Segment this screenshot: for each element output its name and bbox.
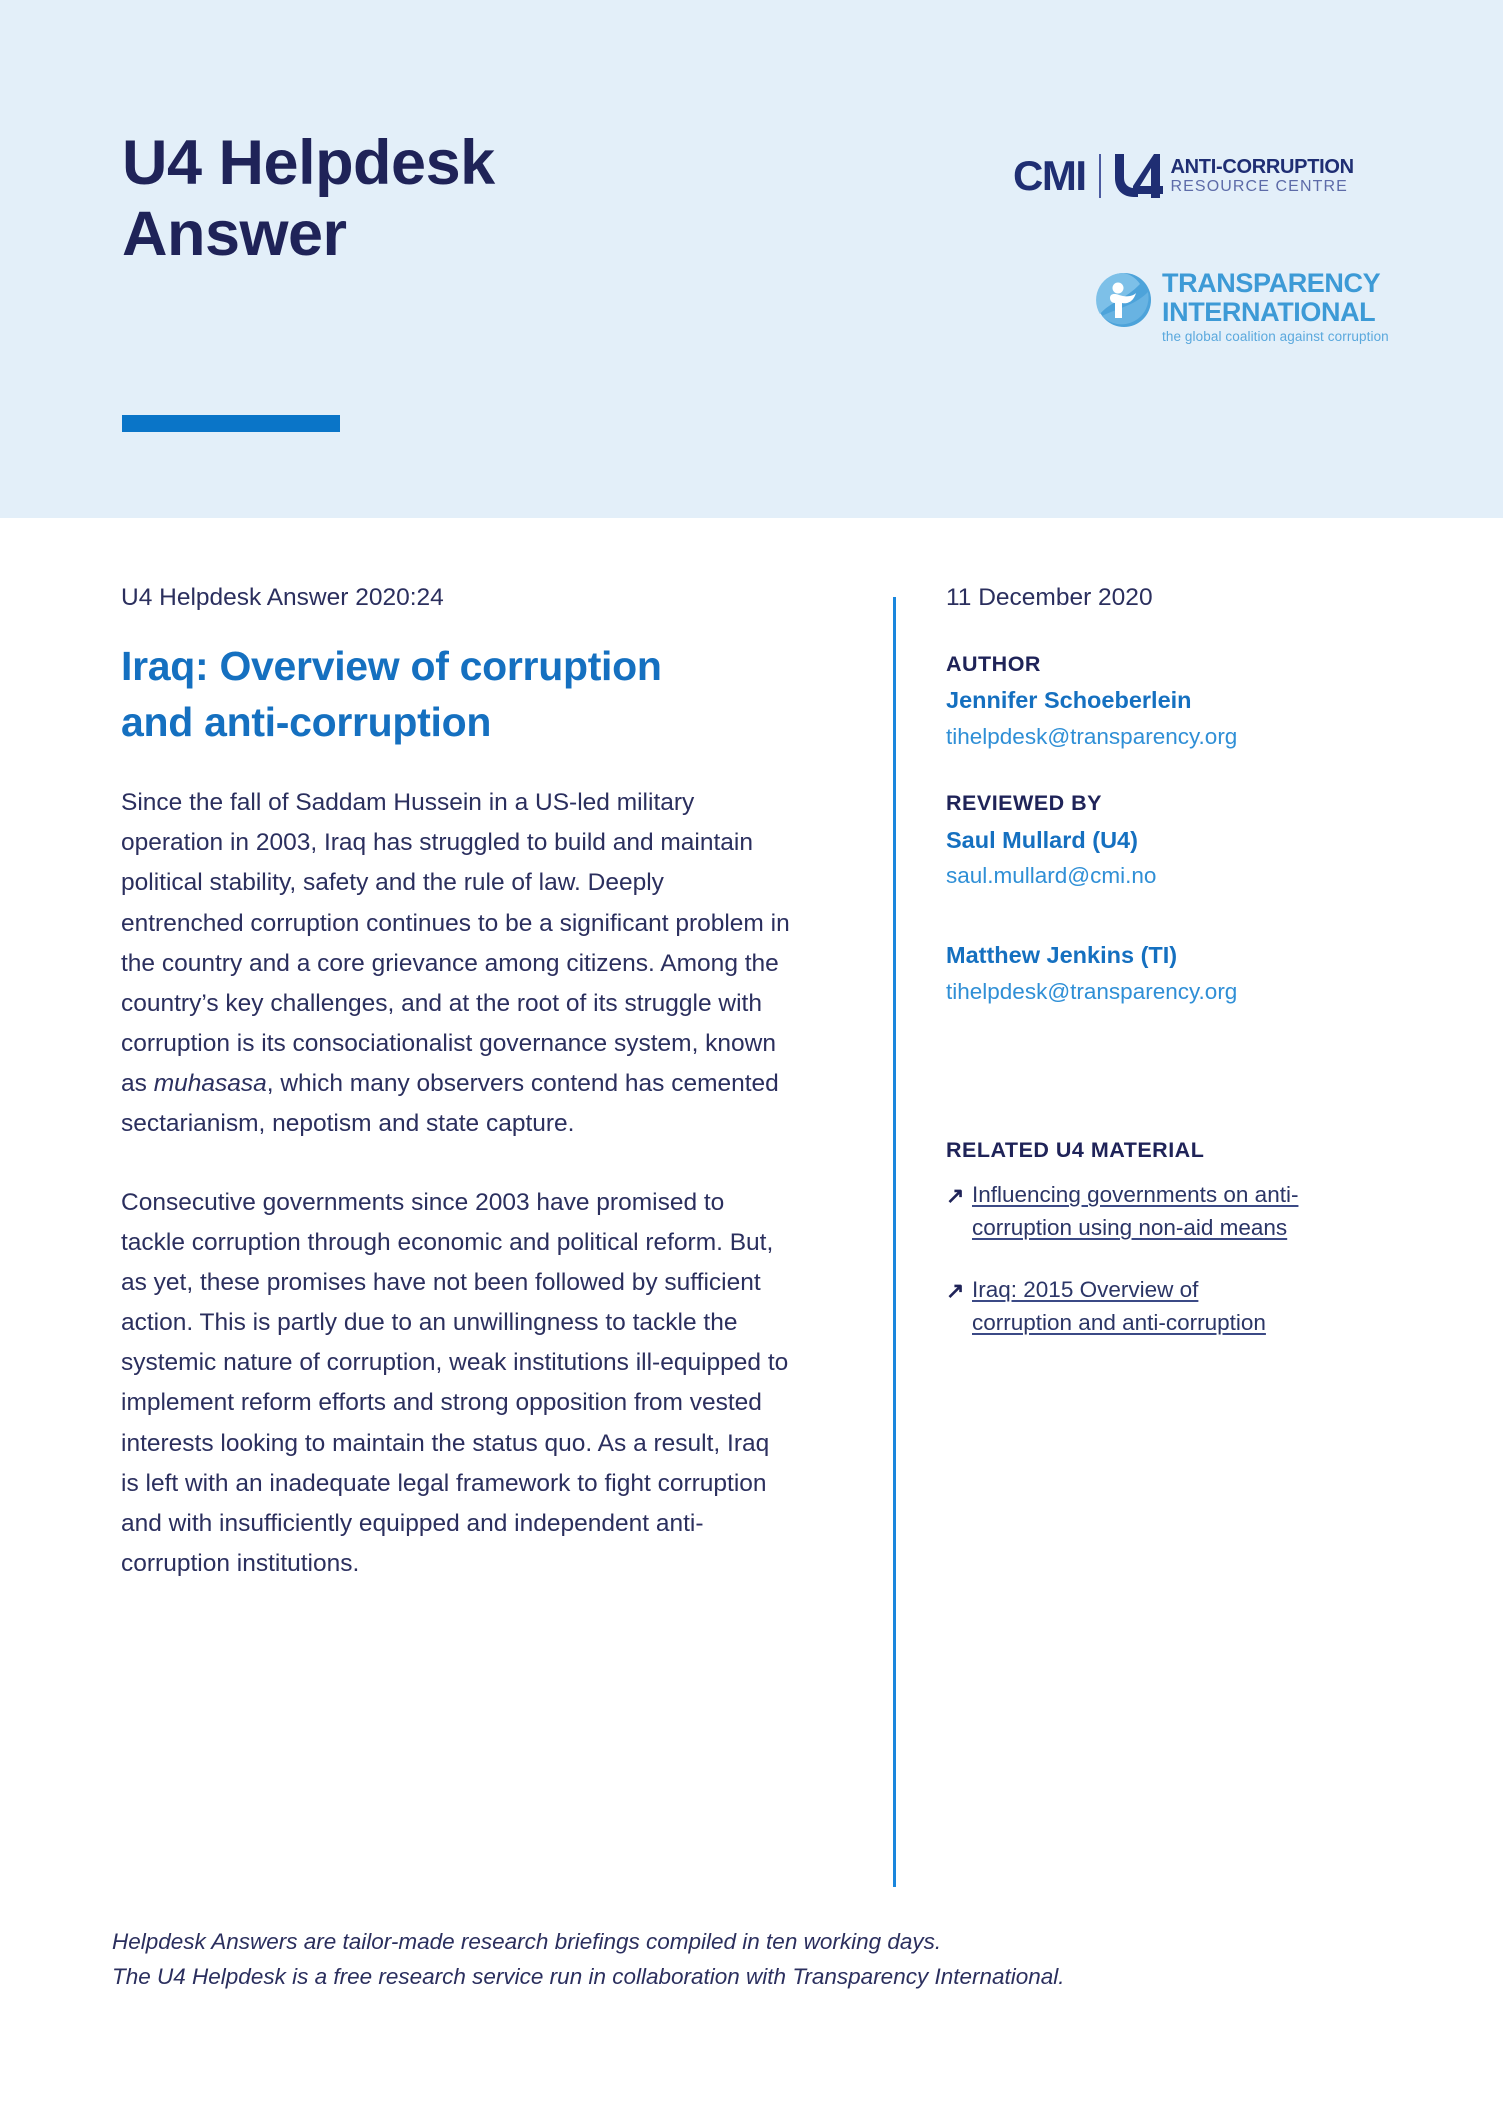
masthead-line-2: Answer	[122, 199, 347, 270]
paragraph-1-text-b: , which many observers contend has cemented sectarianism, nepotism and state capture.	[121, 1070, 779, 1138]
paragraph-1-text-a: Since the fall of Saddam Hussein in a US-led military operation in 2003, Iraq has struggled to build and maintain political stability, safety and the rule of law. Deeply entrenched corruption continues to be a significant problem in the country and a core grievance among citizens. Among the country’s key challenges, and at the root of its struggle with corruption is its consociationalist governance system, known as	[121, 789, 790, 1098]
abstract-paragraph-2: Consecutive governments since 2003 have promised to tackle corruption through economic and political reform. But, as yet, these promises have not been followed by sufficient action. This is partly due to an unwillingness to tackle the systemic nature of corruption, weak institutions ill-equipped to implement reform efforts and strong opposition from vested interests looking to maintain the status quo. As a result, Iraq is left with an inadequate legal framework to fight corruption and with insufficiently equipped and independent anti-corruption institutions.	[121, 1188, 789, 1578]
header-band	[0, 0, 1503, 518]
ti-line-2: INTERNATIONAL	[1162, 297, 1376, 327]
logo-divider-rule	[1099, 154, 1101, 198]
page-title: Iraq: Overview of corruption and anti-corruption	[121, 642, 662, 746]
author-block	[946, 649, 1366, 754]
column-divider	[893, 597, 896, 1887]
cmi-u4-logo	[1013, 152, 1354, 200]
reviewer-email-1[interactable]: saul.mullard@cmi.no	[946, 863, 1157, 889]
reviewed-by-block	[946, 788, 1366, 1008]
document-reference: U4 Helpdesk Answer 2020:24	[121, 584, 444, 611]
abstract-paragraph-1	[121, 783, 791, 1145]
main-content-column	[121, 582, 801, 1584]
author-email[interactable]: tihelpdesk@transparency.org	[946, 723, 1238, 749]
masthead-title	[122, 128, 742, 270]
related-link-1[interactable]: Influencing governments on anti-corruption using non-aid means	[972, 1182, 1299, 1240]
reviewer-name-1: Saul Mullard (U4)	[946, 826, 1138, 853]
external-link-arrow-icon: ↗	[946, 1278, 965, 1304]
publication-date: 11 December 2020	[946, 584, 1153, 611]
list-item[interactable]	[946, 1274, 1366, 1339]
cmi-wordmark: CMI	[1013, 152, 1086, 199]
reviewer-name-2: Matthew Jenkins (TI)	[946, 941, 1178, 968]
list-item[interactable]	[946, 1179, 1366, 1244]
footer-note	[112, 1925, 1312, 1995]
related-material-list	[946, 1179, 1366, 1339]
footer-line-2: The U4 Helpdesk is a free research service run in collaboration with Transparency International.	[112, 1963, 1065, 1989]
external-link-arrow-icon: ↗	[946, 1183, 965, 1209]
reviewer-entry-2	[946, 938, 1366, 1008]
u4-anti-corruption-label: ANTI-CORRUPTION	[1170, 156, 1354, 178]
paragraph-1-italic-term: muhasasa	[153, 1070, 267, 1098]
metadata-sidebar	[946, 582, 1366, 1369]
masthead-line-1: U4 Helpdesk	[122, 128, 495, 198]
author-label: AUTHOR	[946, 651, 1041, 676]
transparency-international-logo	[1096, 268, 1389, 344]
related-material-label: RELATED U4 MATERIAL	[946, 1138, 1205, 1163]
reviewer-email-2[interactable]: tihelpdesk@transparency.org	[946, 978, 1238, 1004]
related-link-2[interactable]: Iraq: 2015 Overview of corruption and anti-corruption	[972, 1277, 1266, 1335]
u4-logo-text	[1171, 157, 1354, 195]
author-name: Jennifer Schoeberlein	[946, 687, 1192, 714]
accent-bar-divider	[122, 415, 340, 432]
ti-line-1: TRANSPARENCY	[1162, 268, 1381, 298]
related-material-block	[946, 1138, 1366, 1339]
u4-resource-centre-label: RESOURCE CENTRE	[1170, 178, 1348, 195]
ti-tagline: the global coalition against corruption	[1162, 329, 1389, 344]
footer-line-1: Helpdesk Answers are tailor-made research briefings compiled in ten working days.	[112, 1929, 942, 1954]
transparency-international-wordmark	[1162, 270, 1389, 344]
transparency-international-globe-icon	[1096, 272, 1152, 328]
reviewed-by-label: REVIEWED BY	[946, 791, 1103, 816]
u4-logo-icon	[1113, 154, 1163, 198]
